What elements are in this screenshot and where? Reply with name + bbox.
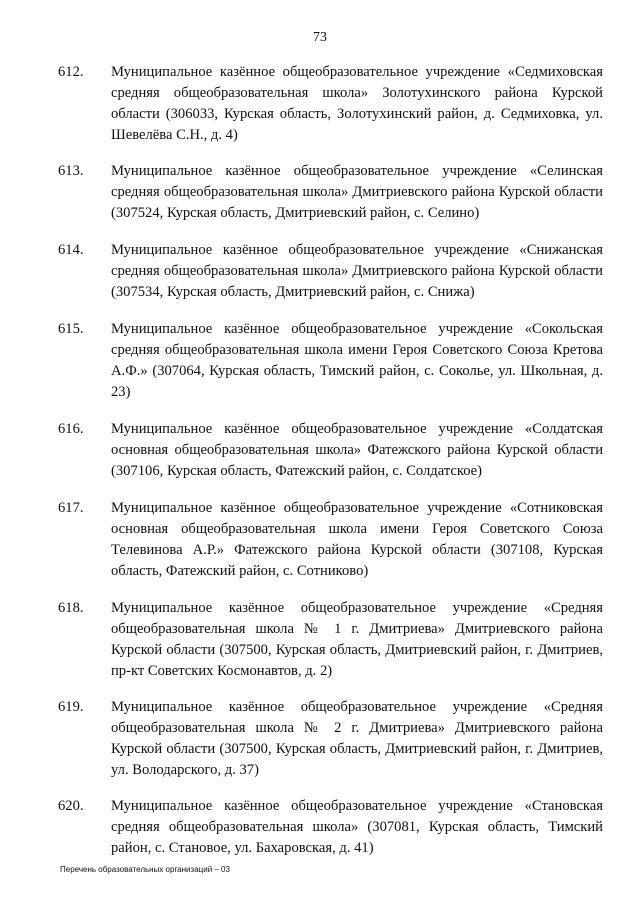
item-text: Муниципальное казённое общеобразовательное учреждение «Седмиховская средняя общеобразовательная школа» Золотухинского района Курской области (306033, Курская область, Золотухинский район, д. Седмиховка, ул. Шевелёва С.Н., д. 4)	[111, 64, 603, 143]
item-number: 616.	[58, 421, 84, 437]
list-item	[58, 498, 603, 582]
item-number: 615.	[58, 321, 84, 337]
item-number: 619.	[58, 699, 84, 715]
item-text: Муниципальное казённое общеобразовательное учреждение «Сокольская средняя общеобразовательная школа имени Героя Советского Союза Кретова А.Ф.» (307064, Курская область, Тимский район, с. Соколье, ул. Школьная, д. 23)	[111, 321, 603, 400]
item-text: Муниципальное казённое общеобразовательное учреждение «Средняя общеобразовательная школа № 2 г. Дмитриева» Дмитриевского района Курской области (307500, Курская область, Дмитриевский район, г. Дмитриев, ул. Володарского, д. 37)	[111, 699, 603, 778]
item-number: 612.	[58, 64, 84, 80]
item-text: Муниципальное казённое общеобразовательное учреждение «Средняя общеобразовательная школа № 1 г. Дмитриева» Дмитриевского района Курской области (307500, Курская область, Дмитриевский район, г. Дмитриев, пр-кт Советских Космонавтов, д. 2)	[111, 600, 603, 679]
item-text: Муниципальное казённое общеобразовательное учреждение «Снижанская средняя общеобразовательная школа» Дмитриевского района Курской области (307534, Курская область, Дмитриевский район, с. Снижа)	[111, 242, 603, 300]
list-item	[58, 62, 603, 146]
list-item	[58, 598, 603, 682]
list-item	[58, 319, 603, 403]
item-number: 613.	[58, 163, 84, 179]
item-text: Муниципальное казённое общеобразовательное учреждение «Солдатская основная общеобразовательная школа» Фатежского района Курской области (307106, Курская область, Фатежский район, с. Солдатское)	[111, 421, 603, 479]
footer-note: Перечень образовательных организаций – 03	[60, 865, 230, 874]
item-text: Муниципальное казённое общеобразовательное учреждение «Сотниковская основная общеобразовательная школа имени Героя Советского Союза Телевинова А.Р.» Фатежского района Курской области (307108, Курская область, Фатежский район, с. Сотниково)	[111, 500, 603, 579]
item-number: 614.	[58, 242, 84, 258]
list-item	[58, 697, 603, 781]
list-item	[58, 419, 603, 482]
list-item	[58, 796, 603, 859]
item-number: 618.	[58, 600, 84, 616]
page-number: 73	[313, 30, 327, 45]
item-text: Муниципальное казённое общеобразовательное учреждение «Селинская средняя общеобразовательная школа» Дмитриевского района Курской области (307524, Курская область, Дмитриевский район, с. Селино)	[111, 163, 603, 221]
list-item	[58, 161, 603, 224]
item-number: 620.	[58, 798, 84, 814]
item-number: 617.	[58, 500, 84, 516]
list-item	[58, 240, 603, 303]
item-text: Муниципальное казённое общеобразовательное учреждение «Становская средняя общеобразовательная школа» (307081, Курская область, Тимский район, с. Становое, ул. Бахаровская, д. 41)	[111, 798, 603, 856]
